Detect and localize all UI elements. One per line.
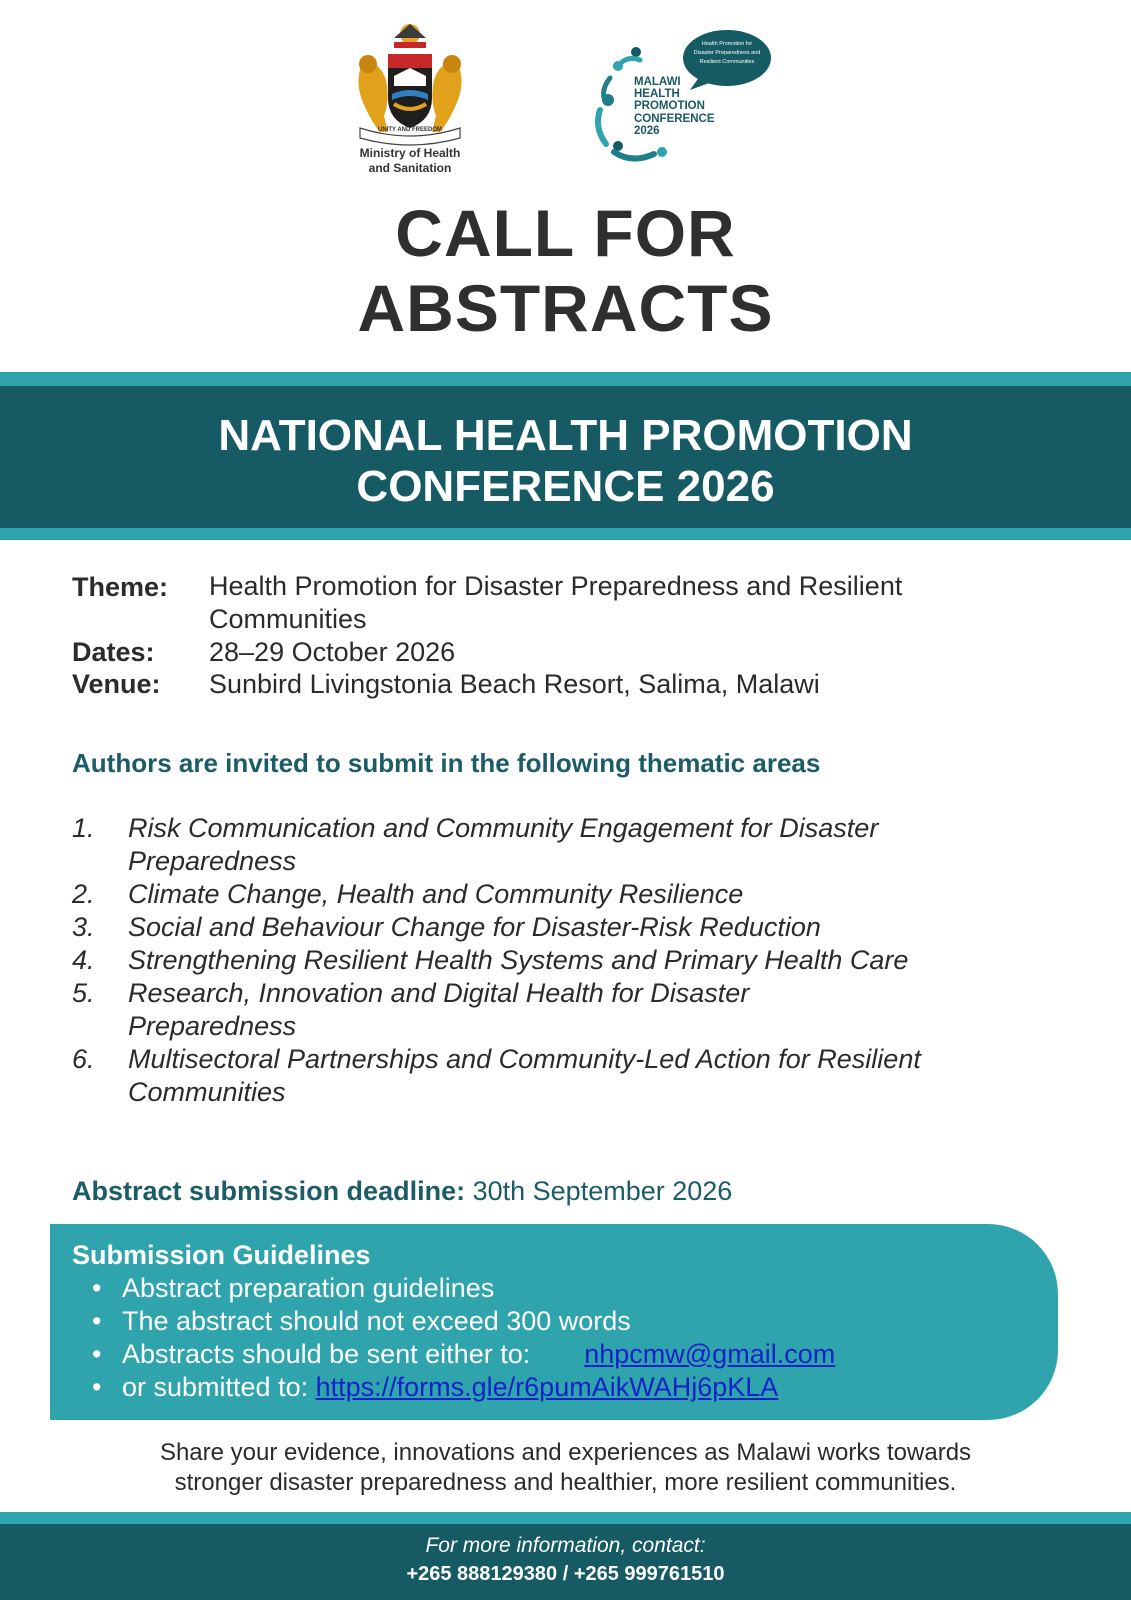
dates-value: 28–29 October 2026 <box>209 637 456 667</box>
share-message: Share your evidence, innovations and experiences as Malawi works towards stronger disaster preparedness and healthier, more resilient communities. <box>159 1439 972 1496</box>
dates-label: Dates: <box>72 637 155 667</box>
conference-title: NATIONAL HEALTH PROMOTION CONFERENCE 2026 <box>218 411 913 511</box>
email-link[interactable]: nhpcmw@gmail.com <box>584 1339 836 1369</box>
conference-logo <box>592 28 782 168</box>
venue-value: Sunbird Livingstonia Beach Resort, Salima, Malawi <box>209 669 820 699</box>
theme-label: Theme: <box>72 572 169 602</box>
bullet-icon: • <box>92 1339 102 1369</box>
wordmark-line: CONFERENCE <box>634 112 715 125</box>
contact-phones: +265 888129380 / +265 999761510 <box>406 1563 725 1585</box>
list-item <box>92 1272 835 1305</box>
wordmark-line: PROMOTION <box>634 100 705 113</box>
form-prefix: or submitted to: <box>122 1372 316 1402</box>
list-item <box>72 944 1032 977</box>
list-item <box>72 977 1032 1043</box>
item-number: 2. <box>72 879 95 909</box>
item-text: Risk Communication and Community Engagement for Disaster Preparedness <box>128 813 879 876</box>
page-title: CALL FOR ABSTRACTS <box>357 196 774 345</box>
item-text: Multisectoral Partnerships and Community-Led Action for Resilient Communities <box>128 1044 921 1107</box>
list-item <box>72 911 1032 944</box>
list-item <box>92 1305 835 1338</box>
guideline-text: The abstract should not exceed 300 words <box>122 1306 631 1336</box>
list-item <box>72 1043 1032 1109</box>
item-text: Strengthening Resilient Health Systems and Primary Health Care <box>128 945 909 975</box>
list-item <box>72 812 1032 878</box>
item-number: 6. <box>72 1044 95 1074</box>
bullet-icon: • <box>92 1273 102 1303</box>
wordmark-line: 2026 <box>634 124 660 137</box>
submission-deadline <box>72 1176 732 1207</box>
ministry-of-health-logo <box>350 20 470 180</box>
deadline-value: 30th September 2026 <box>465 1176 733 1206</box>
conference-wordmark <box>634 76 715 137</box>
bullet-icon: • <box>92 1306 102 1336</box>
item-number: 1. <box>72 813 95 843</box>
contact-heading: For more information, contact: <box>425 1534 706 1557</box>
list-item <box>92 1371 835 1404</box>
item-text: Social and Behaviour Change for Disaster-Risk Reduction <box>128 912 821 942</box>
item-number: 5. <box>72 978 95 1008</box>
wordmark-line: HEALTH <box>634 88 680 101</box>
item-text: Climate Change, Health and Community Resilience <box>128 879 744 909</box>
guidelines-list <box>92 1272 835 1404</box>
thematic-areas-list <box>72 812 1032 1109</box>
conference-bubble-text: Health Promotion for Disaster Preparedness and Resilient Communities <box>693 41 761 65</box>
venue-label: Venue: <box>72 669 161 699</box>
item-text: Research, Innovation and Digital Health for Disaster Preparedness <box>128 978 750 1041</box>
item-number: 3. <box>72 912 95 942</box>
deadline-label: Abstract submission deadline: <box>72 1176 466 1206</box>
list-item <box>92 1338 835 1371</box>
bullet-icon: • <box>92 1372 102 1402</box>
footer-top-stripe <box>0 1512 1131 1524</box>
banner-bottom-stripe <box>0 528 1131 540</box>
ministry-motto: UNITY AND FREEDOM <box>377 127 442 133</box>
item-number: 4. <box>72 945 95 975</box>
theme-value: Health Promotion for Disaster Preparedness and Resilient Communities <box>209 571 903 634</box>
email-prefix: Abstracts should be sent either to: <box>122 1339 531 1369</box>
wordmark-line: MALAWI <box>634 76 681 88</box>
guideline-text: Abstract preparation guidelines <box>122 1273 495 1303</box>
guidelines-title: Submission Guidelines <box>72 1240 371 1270</box>
thematic-areas-heading: Authors are invited to submit in the following thematic areas <box>72 748 821 778</box>
form-link[interactable]: https://forms.gle/r6pumAikWAHj6pKLA <box>315 1372 779 1402</box>
list-item <box>72 878 1032 911</box>
banner-top-stripe <box>0 372 1131 386</box>
ministry-caption: Ministry of Health and Sanitation <box>359 146 461 175</box>
